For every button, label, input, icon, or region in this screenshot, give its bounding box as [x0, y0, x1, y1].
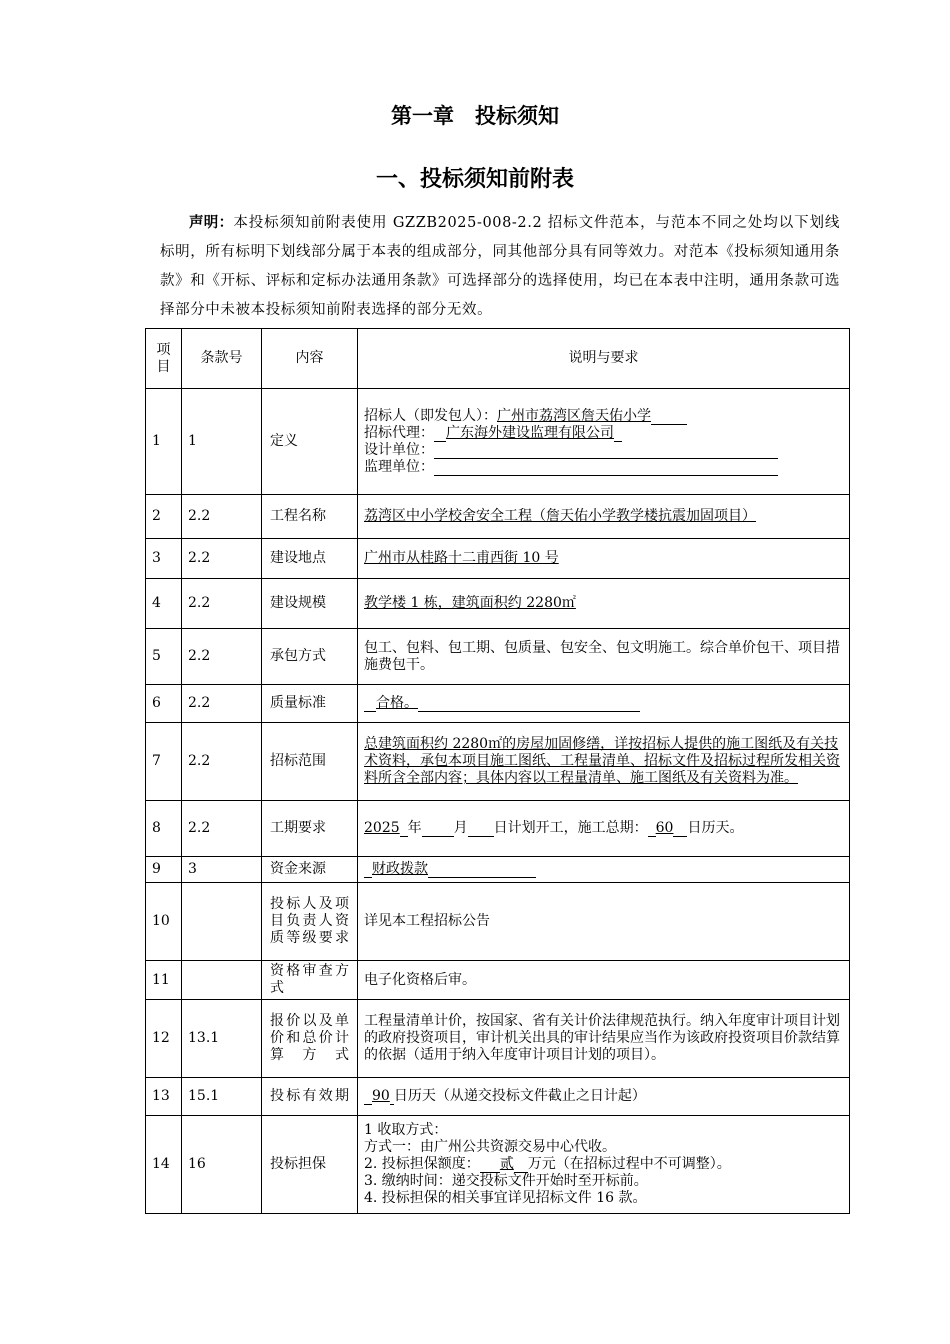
- table-row: [146, 801, 850, 857]
- guarantee-amount-unit: 万元（在招标过程中不可调整）。: [527, 1156, 731, 1172]
- row-content: 资金来源: [262, 857, 358, 883]
- statement-text: 本投标须知前附表使用 GZZB2025-008-2.2 招标文件范本，与范本不同之处均以下划线标明，所有标明下划线部分属于本表的组成部分，同其他部分具有同等效力。对范本《投标须知通用条款》和《开标、评标和定标办法通用条款》可选择部分的选择使用，均已在本表中注明，通用条款可选择部分中未被本投标须知前附表选择的部分无效。: [160, 215, 840, 318]
- row-no: 7: [146, 723, 182, 801]
- table-row: [146, 1116, 850, 1214]
- table-row: [146, 961, 850, 1000]
- quality-value: 合格。: [376, 695, 418, 711]
- row-description: [358, 801, 850, 857]
- agent-label: 招标代理：: [364, 424, 434, 441]
- row-description: 荔湾区中小学校舍安全工程（詹天佑小学教学楼抗震加固项目）: [358, 495, 850, 539]
- guarantee-line: 4. 投标担保的相关事宜详见招标文件 16 款。: [364, 1190, 647, 1206]
- row-description: [358, 389, 850, 495]
- row-clause: 2.2: [182, 579, 262, 629]
- row-content: 资格审查方式: [262, 961, 358, 1000]
- guarantee-amount-value: 贰: [499, 1156, 514, 1172]
- row-no: 8: [146, 801, 182, 857]
- section-title: 一、投标须知前附表: [375, 167, 574, 192]
- row-content: 质量标准: [262, 685, 358, 723]
- supervisor-label: 监理单位：: [364, 458, 434, 475]
- table-row: [146, 685, 850, 723]
- row-description: [358, 1116, 850, 1214]
- header-clause: 条款号: [182, 329, 262, 389]
- row-clause: 13.1: [182, 1000, 262, 1078]
- duration-value: 60: [655, 820, 674, 836]
- designer-blank: [434, 444, 778, 459]
- row-clause: 2.2: [182, 539, 262, 579]
- row-no: 12: [146, 1000, 182, 1078]
- front-table: [145, 328, 850, 1214]
- row-no: 14: [146, 1116, 182, 1214]
- row-content: 工程名称: [262, 495, 358, 539]
- agent-value: 广东海外建设监理有限公司: [446, 424, 614, 441]
- row-no: 2: [146, 495, 182, 539]
- table-row: [146, 629, 850, 685]
- row-no: 5: [146, 629, 182, 685]
- statement-label: 声明：: [189, 215, 234, 231]
- table-row: [146, 495, 850, 539]
- row-clause: [182, 961, 262, 1000]
- header-content: 内容: [262, 329, 358, 389]
- statement-paragraph: [160, 209, 840, 325]
- row-clause: 2.2: [182, 801, 262, 857]
- row-no: 9: [146, 857, 182, 883]
- designer-label: 设计单位：: [364, 441, 434, 458]
- year-value: 2025: [364, 820, 400, 836]
- table-row: [146, 1000, 850, 1078]
- header-description: 说明与要求: [358, 329, 850, 389]
- table-row: [146, 857, 850, 883]
- fund-value: 财政拨款: [372, 861, 428, 877]
- row-content: 投标人及项目负责人资质等级要求: [262, 883, 358, 961]
- table-row: [146, 539, 850, 579]
- row-description: 工程量清单计价，按国家、省有关计价法律规范执行。纳入年度审计项目计划的政府投资项目，审计机关出具的审计结果应当作为该政府投资项目价款结算的依据（适用于纳入年度审计项目计划的项目）。: [358, 1000, 850, 1078]
- header-item: 项目: [146, 329, 182, 389]
- row-clause: [182, 883, 262, 961]
- row-no: 1: [146, 389, 182, 495]
- row-no: 3: [146, 539, 182, 579]
- row-content: 建设规模: [262, 579, 358, 629]
- table-row: [146, 389, 850, 495]
- row-no: 13: [146, 1078, 182, 1116]
- row-content: 投标有效期: [262, 1078, 358, 1116]
- start-label: 日计划开工，施工总期：: [493, 820, 648, 836]
- row-clause: 16: [182, 1116, 262, 1214]
- row-no: 10: [146, 883, 182, 961]
- guarantee-line: 3. 缴纳时间：递交投标文件开始时至开标前。: [364, 1173, 648, 1189]
- row-description: [358, 1078, 850, 1116]
- duration-unit: 日历天。: [687, 820, 744, 836]
- row-content: 招标范围: [262, 723, 358, 801]
- row-clause: 2.2: [182, 495, 262, 539]
- row-description: 详见本工程招标公告: [358, 883, 850, 961]
- row-content: 定义: [262, 389, 358, 495]
- table-row: [146, 883, 850, 961]
- row-description: 总建筑面积约 2280㎡的房屋加固修缮，详按招标人提供的施工图纸及有关技术资料，承包本项目施工图纸、工程量清单、招标文件及招标过程所发相关资料所含全部内容；具体内容以工程量清单、施工图纸及有关资料为准。: [358, 723, 850, 801]
- row-content: 投标担保: [262, 1116, 358, 1214]
- row-description: 广州市从桂路十二甫西街 10 号: [358, 539, 850, 579]
- row-clause: 2.2: [182, 685, 262, 723]
- row-description: 电子化资格后审。: [358, 961, 850, 1000]
- table-row: [146, 723, 850, 801]
- row-description: 包工、包料、包工期、包质量、包安全、包文明施工。综合单价包干、项目措施费包干。: [358, 629, 850, 685]
- row-clause: 2.2: [182, 629, 262, 685]
- validity-value: 90: [372, 1088, 390, 1104]
- chapter-title: 第一章 投标须知: [391, 104, 559, 128]
- row-no: 6: [146, 685, 182, 723]
- table-row: [146, 579, 850, 629]
- row-no: 4: [146, 579, 182, 629]
- supervisor-blank: [434, 461, 778, 476]
- guarantee-line: 1 收取方式：: [364, 1122, 448, 1138]
- row-content: 承包方式: [262, 629, 358, 685]
- tenderer-value: 广州市荔湾区詹天佑小学: [497, 407, 651, 424]
- row-content: 报价以及单价和总价计算方式: [262, 1000, 358, 1078]
- month-label: 月: [453, 820, 468, 836]
- row-description: 教学楼 1 栋，建筑面积约 2280㎡: [358, 579, 850, 629]
- row-clause: 3: [182, 857, 262, 883]
- table-row: [146, 1078, 850, 1116]
- guarantee-line: 方式一：由广州公共资源交易中心代收。: [364, 1139, 616, 1155]
- row-description: [358, 685, 850, 723]
- year-label: 年: [407, 820, 422, 836]
- guarantee-amount-label: 2. 投标担保额度：: [364, 1156, 480, 1172]
- table-header-row: [146, 329, 850, 389]
- row-description: [358, 857, 850, 883]
- tenderer-label: 招标人（即发包人）：: [364, 407, 497, 424]
- validity-unit: 日历天（从递交投标文件截止之日计起）: [393, 1088, 646, 1104]
- row-content: 工期要求: [262, 801, 358, 857]
- row-clause: 15.1: [182, 1078, 262, 1116]
- row-clause: 2.2: [182, 723, 262, 801]
- row-no: 11: [146, 961, 182, 1000]
- row-clause: 1: [182, 389, 262, 495]
- row-content: 建设地点: [262, 539, 358, 579]
